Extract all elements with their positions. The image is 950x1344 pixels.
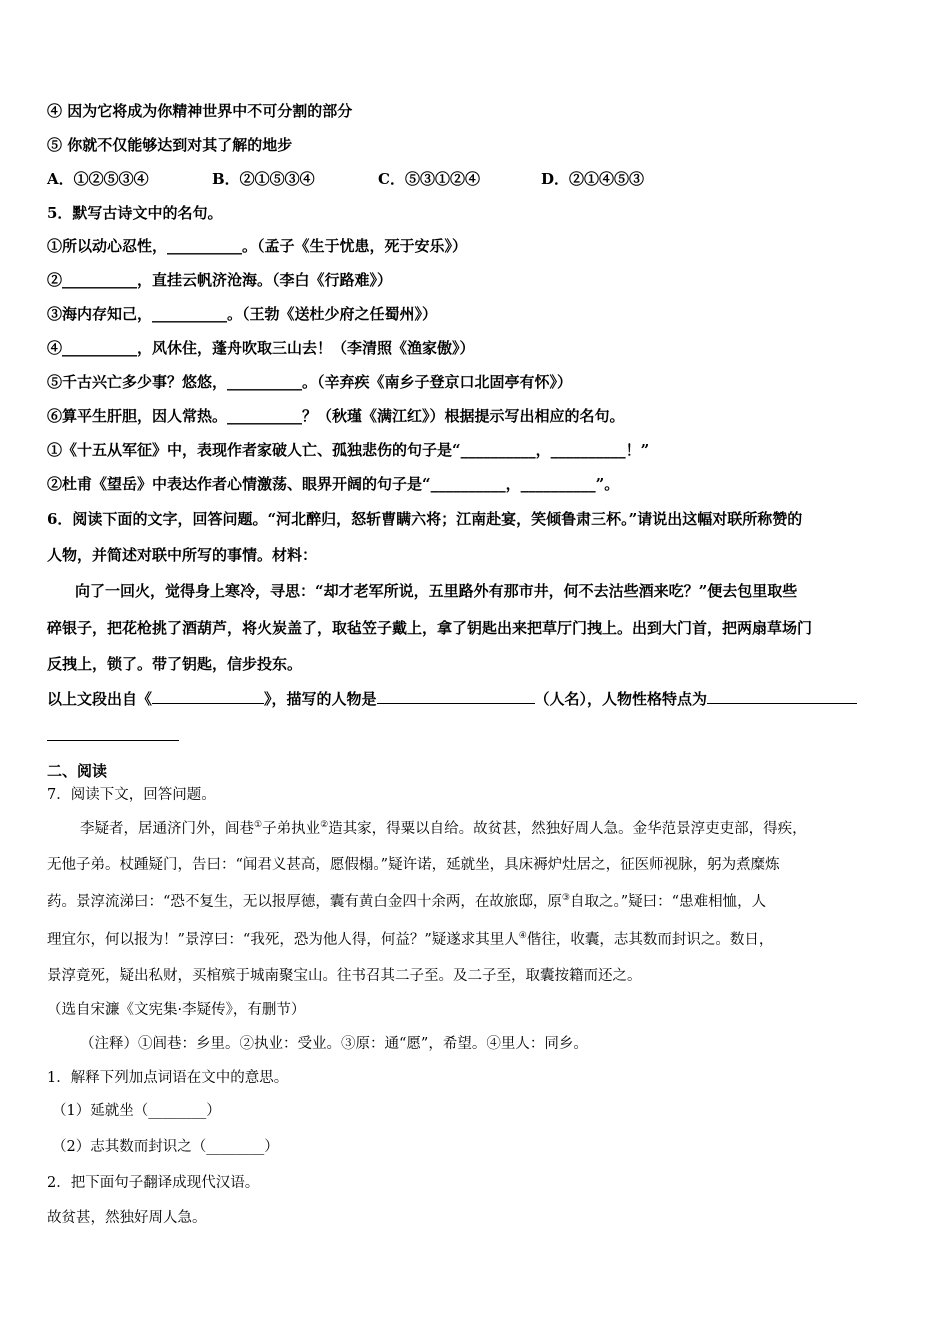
q6-answer-text-a: 以上文段出自《	[47, 690, 153, 708]
q7-passage-line-5: 景淳竟死，疑出私财，买棺殡于城南聚宝山。往书召其二子至。及二子至，取囊按籍而还之。	[47, 968, 642, 984]
q5-line-8: ②杜甫《望岳》中表达作者心情激荡、眼界开阔的句子是“__________，__________”。	[47, 475, 620, 493]
q7-passage-line-1	[80, 818, 807, 840]
q6-trait-blank-continued[interactable]	[47, 740, 179, 741]
q7-sub1-item-2: （2）志其数而封识之（________）	[52, 1139, 279, 1155]
q6-character-blank[interactable]	[377, 689, 535, 704]
q7-notes: （注释）①闾巷：乡里。②执业：受业。③原：通“愿”，希望。④里人：同乡。	[80, 1036, 588, 1052]
q7-sub1: 1．解释下列加点词语在文中的意思。	[47, 1070, 289, 1086]
q6-passage-line-3: 反拽上，锁了。带了钥匙，信步投东。	[47, 655, 303, 673]
q6-answer-line	[47, 688, 857, 710]
q7-sub1-item-1: （1）延就坐（________）	[52, 1103, 221, 1119]
note-mark-1: ①	[254, 820, 263, 831]
passage-text: 李疑者，居通济门外，闾巷	[80, 821, 254, 837]
q4-item-5: ⑤ 你就不仅能够达到对其了解的地步	[47, 136, 293, 154]
q6-prompt-line-1: 6．阅读下面的文字，回答问题。“河北醉归，怒斩曹瞒六将；江南赴宴，笑倾鲁肃三杯。”请说出这幅对联所称赞的	[47, 510, 803, 528]
passage-text: 造其家，得粟以自给。故贫甚，然独好周人急。金华范景淳吏吏部，得疾，	[328, 821, 807, 837]
q4-option-a: A．①②⑤③④	[47, 170, 149, 188]
q7-passage-line-3	[47, 891, 766, 913]
q4-option-b: B．②①⑤③④	[212, 170, 315, 188]
q4-item-4: ④ 因为它将成为你精神世界中不可分割的部分	[47, 102, 353, 120]
q5-line-2: ②__________，直挂云帆济沧海。（李白《行路难》）	[47, 271, 393, 289]
q5-line-7: ①《十五从军征》中，表现作者家破人亡、孤独悲伤的句子是“__________，__________！”	[47, 441, 650, 459]
q7-source: （选自宋濂《文宪集·李疑传》，有删节）	[47, 1002, 306, 1018]
q5-line-3: ③海内存知己，__________。（王勃《送杜少府之任蜀州》）	[47, 305, 438, 323]
q6-passage-line-2: 碎银子，把花枪挑了酒葫芦，将火炭盖了，取毡笠子戴上，拿了钥匙出来把草厅门拽上。出到大门首，把两扇草场门	[47, 619, 813, 637]
q5-line-4: ④__________，风休住，蓬舟吹取三山去！（李清照《渔家傲》）	[47, 339, 475, 357]
passage-text: 理宜尔，何以报为！”景淳曰：“我死，恐为他人得，何益？”疑遂求其里人	[47, 932, 519, 948]
q6-book-blank[interactable]	[152, 689, 264, 704]
section-heading: 二、阅读	[47, 762, 108, 780]
note-mark-2: ②	[320, 820, 329, 831]
q6-answer-text-c: （人名），人物性格特点为	[534, 690, 708, 708]
q5-line-1: ①所以动心忍性，__________。（孟子《生于忧患，死于安乐》）	[47, 237, 468, 255]
q4-option-d: D．②①④⑤③	[541, 170, 645, 188]
q5-title: 5．默写古诗文中的名句。	[47, 204, 223, 222]
note-mark-3: ③	[561, 893, 570, 904]
q6-prompt-line-2: 人物，并简述对联中所写的事情。材料：	[47, 546, 318, 564]
note-mark-4: ④	[518, 931, 527, 942]
q7-passage-line-2: 无他子弟。杖踵疑门，告曰：“闻君义甚高，愿假榻。”疑许诺，延就坐，具床褥炉灶居之，征医师视脉，躬为煮糜炼	[47, 857, 780, 873]
q6-passage-line-1: 向了一回火，觉得身上寒冷，寻思：“却才老军所说，五里路外有那市井，何不去沽些酒来吃？”便去包里取些	[75, 582, 798, 600]
q6-answer-text-b: 》，描写的人物是	[264, 690, 377, 708]
q5-line-6: ⑥算平生肝胆，因人常热。__________？（秋瑾《满江红》）根据提示写出相应的名句。	[47, 407, 625, 425]
passage-text: 药。景淳流涕曰：“恐不复生，无以报厚德，囊有黄白金四十余两，在故旅邸，原	[47, 894, 562, 910]
passage-text: 自取之。”疑曰：“患难相恤，人	[570, 894, 767, 910]
q7-title: 7．阅读下文，回答问题。	[47, 787, 216, 803]
q7-passage-line-4	[47, 929, 773, 951]
q6-trait-blank[interactable]	[707, 689, 857, 704]
q7-sub2: 2．把下面句子翻译成现代汉语。	[47, 1175, 260, 1191]
q7-sub2-text: 故贫甚，然独好周人急。	[47, 1210, 207, 1226]
q4-option-c: C．⑤③①②④	[378, 170, 480, 188]
passage-text: 偕往，收囊，志其数而封识之。数日，	[526, 932, 774, 948]
passage-text: 子弟执业	[262, 821, 321, 837]
q5-line-5: ⑤千古兴亡多少事？悠悠，__________。（辛弃疾《南乡子登京口北固亭有怀》）	[47, 373, 573, 391]
